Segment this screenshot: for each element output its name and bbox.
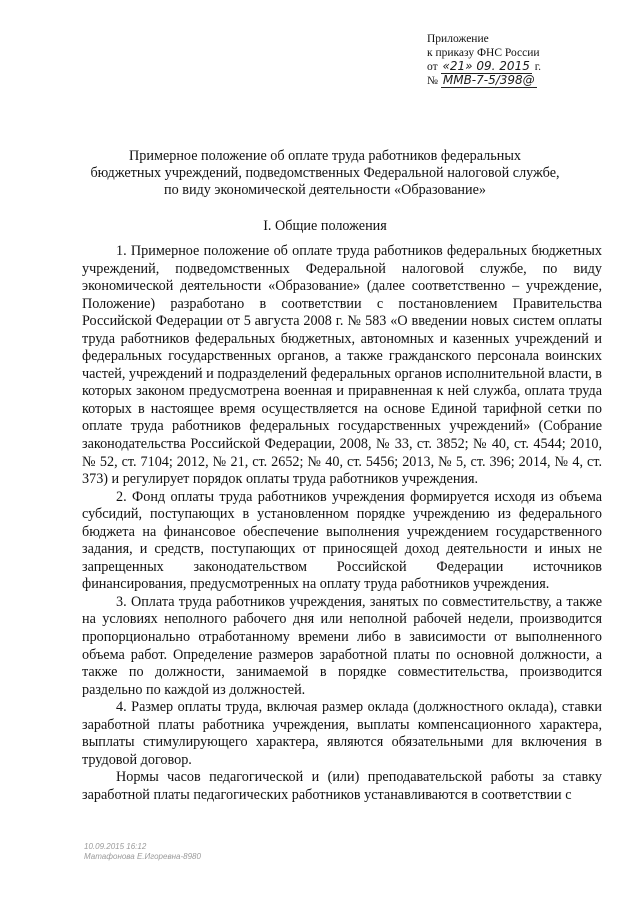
paragraph-3: 3. Оплата труда работников учреждения, занятых по совместительству, а также на условиях неполного рабочего дня или неполной рабочей недели, производится пропорционально отработанному времени либо в зависимости от выполненного объема работ. Определение размеров заработной платы по основной должности, а также по должности, занимаемой в порядке совместительства, производится раздельно по каждой из должностей. — [82, 593, 602, 698]
title-line-2: бюджетных учреждений, подведомственных Федеральной налоговой службе, — [90, 165, 560, 181]
title-line-1: Примерное положение об оплате труда работников федеральных — [129, 148, 521, 164]
title-line-3: по виду экономической деятельности «Образование» — [164, 182, 486, 198]
paragraph-4: 4. Размер оплаты труда, включая размер оклада (должностного оклада), ставки заработной платы работника учреждения, выплаты компенсационного характера, выплаты стимулирующего характера, являются обязательными для включения в трудовой договор. — [82, 699, 602, 768]
body-text — [82, 243, 602, 805]
appendix-block — [427, 32, 617, 88]
paragraph-5: Нормы часов педагогической и (или) преподавательской работы за ставку заработной платы педагогических работников устанавливаются в соответствии с — [82, 769, 602, 803]
handwritten-date: «21» 09. 2015 — [442, 59, 530, 73]
handwritten-order-number: ММВ-7-5/398@ — [442, 73, 535, 87]
appendix-number-line — [427, 74, 617, 88]
paragraph-1: 1. Примерное положение об оплате труда работников федеральных бюджетных учреждений, подведомственных Федеральной налоговой службе, по виду экономической деятельности «Образование» (далее соответственно – учреждение, Положение) разработано в соответствии с постановлением Правительства Российской Федерации от 5 августа 2008 г. № 583 «О введении новых систем оплаты труда работников федеральных бюджетных, автономных и казенных учреждений и федеральных государственных органов, а также гражданского персонала воинских частей, учреждений и подразделений федеральных органов исполнительной власти, в которых законом предусмотрена военная и приравненная к ней служба, оплата труда которых в настоящее время осуществляется на основе Единой тарифной сетки по оплате труда работников федеральных государственных учреждений» (Собрание законодательства Российской Федерации, 2008, № 33, ст. 3852; № 40, ст. 4544; 2010, № 52, ст. 7104; 2012, № 21, ст. 2652; № 40, ст. 5456; 2013, № 5, ст. 396; 2014, № 4, ст. 373) и регулирует порядок оплаты труда работников учреждения. — [82, 243, 602, 488]
appendix-label: Приложение — [427, 33, 489, 45]
appendix-order-ref: к приказу ФНС России — [427, 47, 540, 59]
date-prefix: от — [427, 61, 438, 73]
footer-author: Матафонова Е.Игоревна-8980 — [84, 852, 201, 861]
section-heading: I. Общие положения — [263, 218, 387, 234]
number-prefix: № — [427, 75, 438, 87]
date-suffix: г. — [534, 61, 542, 73]
appendix-date-line — [427, 60, 617, 74]
footer-timestamp: 10.09.2015 16:12 — [84, 842, 147, 851]
paragraph-2: 2. Фонд оплаты труда работников учреждения формируется исходя из объема субсидий, поступающих в установленном порядке учреждению из федерального бюджета на финансовое обеспечение выполнения учреждением государственного задания, и средств, поступающих от приносящей доход деятельности и иных не запрещенных законодательством Российской Федерации источников финансирования, предусмотренных на оплату труда работников учреждения. — [82, 488, 602, 593]
footer-stamp — [84, 842, 201, 862]
document-title — [60, 148, 590, 199]
